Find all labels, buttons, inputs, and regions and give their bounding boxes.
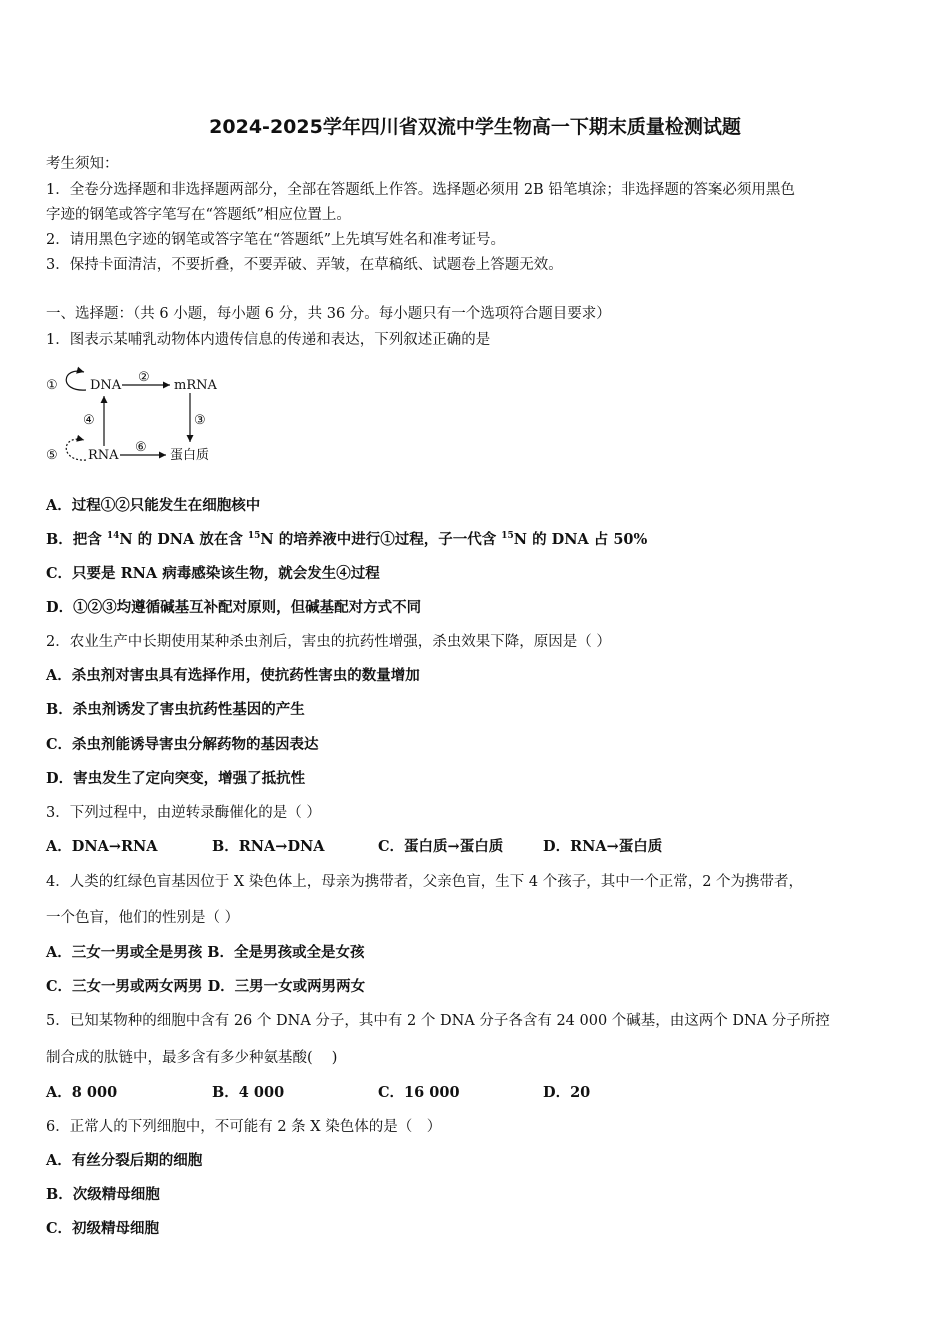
genetic-info-flow-diagram (44, 362, 234, 472)
notice-item-1-line-1: 1．全卷分选择题和非选择题两部分，全部在答题纸上作答。选择题必须用 2B 铅笔填涂；非选择题的答案必须用黑色 (46, 182, 795, 198)
label-rna: RNA (88, 448, 119, 463)
notice-item-2: 2．请用黑色字迹的钢笔或答字笔在“答题纸”上先填写姓名和准考证号。 (46, 232, 506, 248)
label-protein: 蛋白质 (170, 448, 210, 463)
q3-option-c: C．蛋白质→蛋白质 (378, 838, 504, 855)
q4-options-cd: C．三女一男或两女两男 D．三男一女或两男两女 (46, 978, 366, 995)
q3-option-d: D．RNA→蛋白质 (543, 838, 663, 855)
q4-options-ab: A．三女一男或全是男孩 B．全是男孩或全是女孩 (46, 944, 365, 961)
q3-option-a: A．DNA→RNA (46, 838, 158, 855)
q2-stem: 2．农业生产中长期使用某种杀虫剂后，害虫的抗药性增强，杀虫效果下降，原因是（ ） (46, 634, 611, 650)
q4-stem-line-2: 一个色盲，他们的性别是（ ） (46, 910, 240, 926)
q2-option-c: C．杀虫剂能诱导害虫分解药物的基因表达 (46, 736, 319, 753)
q6-stem: 6．正常人的下列细胞中，不可能有 2 条 X 染色体的是（ ） (46, 1119, 442, 1135)
q5-option-c: C．16 000 (378, 1084, 460, 1101)
q5-option-a: A．8 000 (46, 1084, 118, 1101)
q5-stem-line-1: 5．已知某物种的细胞中含有 26 个 DNA 分子，其中有 2 个 DNA 分子各含有 24 000 个碱基，由这两个 DNA 分子所控 (46, 1013, 830, 1029)
label-step-3: ③ (194, 413, 206, 428)
label-step-5: ⑤ (46, 448, 58, 463)
label-step-1: ① (46, 378, 58, 393)
q1-option-d: D．①②③均遵循碱基互补配对原则，但碱基配对方式不同 (46, 599, 422, 616)
notice-heading: 考生须知： (46, 156, 119, 172)
q5-option-d: D．20 (543, 1084, 591, 1101)
label-mrna: mRNA (174, 378, 217, 393)
q4-stem-line-1: 4．人类的红绿色盲基因位于 X 染色体上，母亲为携带者，父亲色盲，生下 4 个孩子，其中一个正常，2 个为携带者， (46, 874, 804, 890)
notice-item-1-line-2: 字迹的钢笔或答字笔写在“答题纸”相应位置上。 (46, 207, 351, 223)
q5-option-b: B．4 000 (212, 1084, 285, 1101)
q6-option-c: C．初级精母细胞 (46, 1220, 160, 1237)
q3-stem: 3．下列过程中，由逆转录酶催化的是（ ） (46, 805, 321, 821)
q2-option-a: A．杀虫剂对害虫具有选择作用，使抗药性害虫的数量增加 (46, 667, 420, 684)
label-step-4: ④ (83, 413, 95, 428)
section-heading: 一、选择题：（共 6 小题，每小题 6 分，共 36 分。每小题只有一个选项符合题目要求） (46, 306, 611, 322)
q1-option-c: C．只要是 RNA 病毒感染该生物，就会发生④过程 (46, 565, 380, 582)
q2-option-b: B．杀虫剂诱发了害虫抗药性基因的产生 (46, 701, 305, 718)
q1-stem: 1．图表示某哺乳动物体内遗传信息的传递和表达，下列叙述正确的是 (46, 332, 491, 348)
q2-option-d: D．害虫发生了定向突变，增强了抵抗性 (46, 770, 306, 787)
q6-option-a: A．有丝分裂后期的细胞 (46, 1152, 203, 1169)
q3-option-b: B．RNA→DNA (212, 838, 325, 855)
q6-option-b: B．次级精母细胞 (46, 1186, 160, 1203)
page-title: 2024-2025学年四川省双流中学生物高一下期末质量检测试题 (209, 116, 741, 138)
label-step-2: ② (138, 370, 150, 385)
loop-arrow-1 (66, 371, 86, 390)
q5-stem-line-2: 制合成的肽链中，最多含有多少种氨基酸( ) (46, 1050, 338, 1066)
q1-option-b: B．把含 $^{14}$N 的 DNA 放在含 $^{15}$N 的培养液中进行①过程，子一代含 $^{15}$N 的 DNA 占 50% (46, 531, 648, 548)
notice-item-3: 3．保持卡面清洁，不要折叠，不要弄破、弄皱，在草稿纸、试题卷上答题无效。 (46, 257, 563, 273)
label-dna: DNA (90, 378, 122, 393)
label-step-6: ⑥ (135, 440, 147, 455)
q1-option-a: A．过程①②只能发生在细胞核中 (46, 497, 261, 514)
loop-arrow-5 (66, 439, 86, 460)
